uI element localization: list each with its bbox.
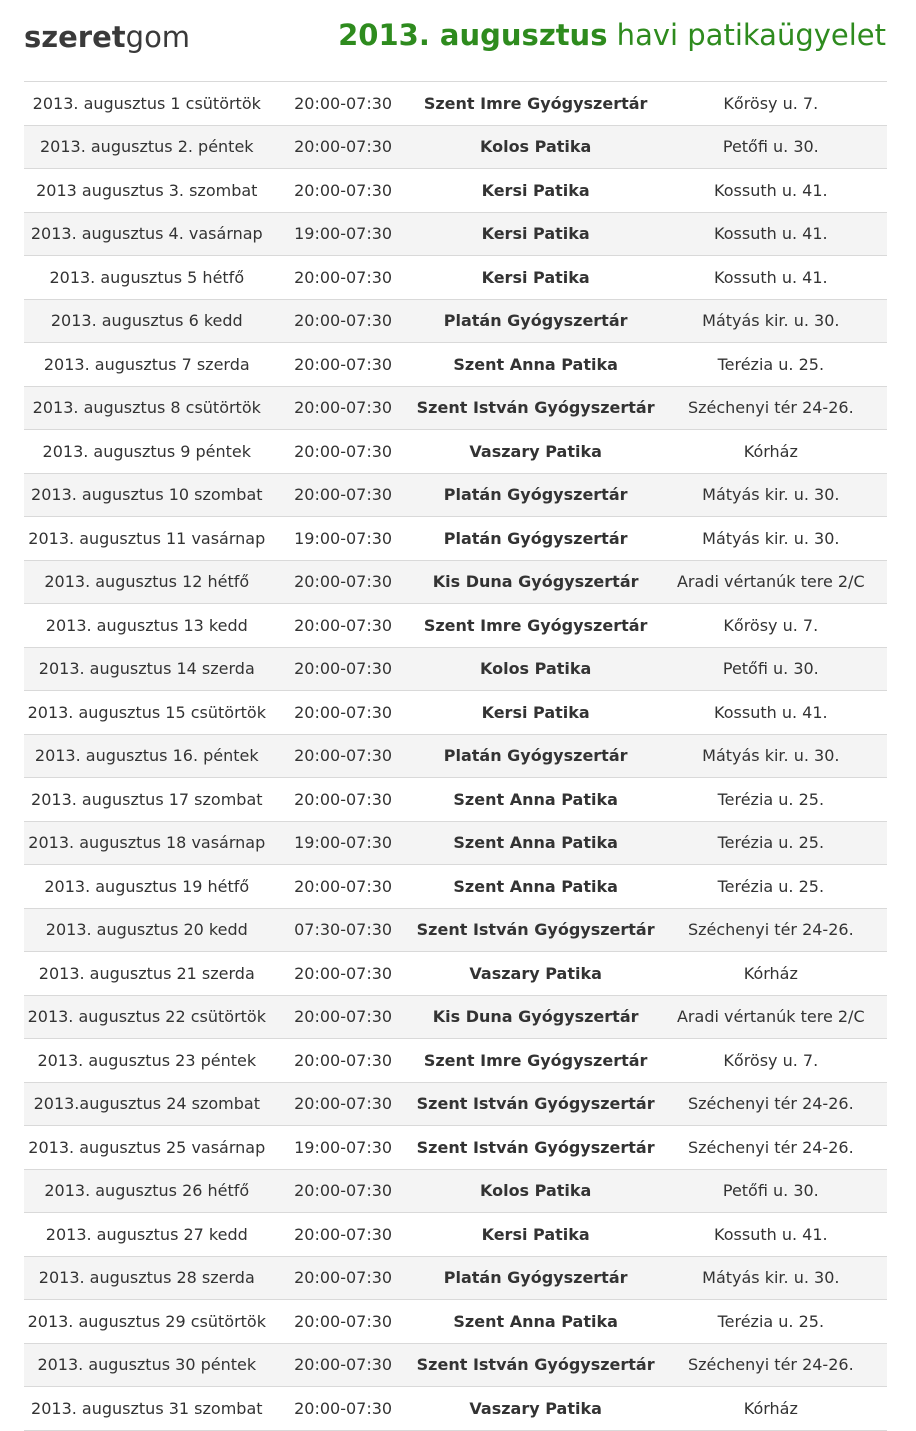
table-row [24, 995, 887, 1039]
address-cell: Kossuth u. 41. [655, 169, 887, 213]
date-cell: 2013. augusztus 29 csütörtök [24, 1300, 270, 1344]
pharmacy-name-cell: Kersi Patika [417, 256, 655, 300]
pharmacy-name-cell: Szent István Gyógyszertár [417, 1082, 655, 1126]
pharmacy-name-cell: Kersi Patika [417, 1213, 655, 1257]
table-row [24, 1082, 887, 1126]
table-row [24, 473, 887, 517]
pharmacy-name-cell: Kis Duna Gyógyszertár [417, 995, 655, 1039]
site-logo[interactable] [24, 20, 190, 54]
time-cell: 20:00-07:30 [270, 604, 417, 648]
pharmacy-duty-table [24, 81, 887, 1431]
date-cell: 2013. augusztus 28 szerda [24, 1256, 270, 1300]
time-cell: 19:00-07:30 [270, 1126, 417, 1170]
pharmacy-name-cell: Szent Anna Patika [417, 821, 655, 865]
pharmacy-name-cell: Kersi Patika [417, 212, 655, 256]
date-cell: 2013. augusztus 22 csütörtök [24, 995, 270, 1039]
pharmacy-name-cell: Kersi Patika [417, 691, 655, 735]
date-cell: 2013. augusztus 26 hétfő [24, 1169, 270, 1213]
pharmacy-name-cell: Platán Gyógyszertár [417, 517, 655, 561]
pharmacy-name-cell: Szent Imre Gyógyszertár [417, 604, 655, 648]
address-cell: Terézia u. 25. [655, 778, 887, 822]
date-cell: 2013. augusztus 18 vasárnap [24, 821, 270, 865]
pharmacy-name-cell: Platán Gyógyszertár [417, 473, 655, 517]
time-cell: 20:00-07:30 [270, 995, 417, 1039]
table-row [24, 1300, 887, 1344]
address-cell: Kossuth u. 41. [655, 1213, 887, 1257]
pharmacy-name-cell: Szent Anna Patika [417, 778, 655, 822]
pharmacy-name-cell: Szent István Gyógyszertár [417, 386, 655, 430]
pharmacy-name-cell: Szent Anna Patika [417, 1300, 655, 1344]
table-row [24, 1126, 887, 1170]
table-row [24, 1169, 887, 1213]
pharmacy-name-cell: Szent Imre Gyógyszertár [417, 1039, 655, 1083]
table-row [24, 908, 887, 952]
table-row [24, 1039, 887, 1083]
date-cell: 2013. augusztus 12 hétfő [24, 560, 270, 604]
address-cell: Kórház [655, 1387, 887, 1431]
pharmacy-name-cell: Vaszary Patika [417, 952, 655, 996]
date-cell: 2013. augusztus 1 csütörtök [24, 82, 270, 126]
address-cell: Széchenyi tér 24-26. [655, 908, 887, 952]
address-cell: Kossuth u. 41. [655, 212, 887, 256]
time-cell: 20:00-07:30 [270, 125, 417, 169]
time-cell: 20:00-07:30 [270, 1039, 417, 1083]
pharmacy-name-cell: Szent Anna Patika [417, 865, 655, 909]
address-cell: Kőrösy u. 7. [655, 82, 887, 126]
time-cell: 20:00-07:30 [270, 1213, 417, 1257]
address-cell: Aradi vértanúk tere 2/C [655, 995, 887, 1039]
date-cell: 2013. augusztus 7 szerda [24, 343, 270, 387]
time-cell: 20:00-07:30 [270, 647, 417, 691]
time-cell: 19:00-07:30 [270, 212, 417, 256]
pharmacy-name-cell: Kolos Patika [417, 1169, 655, 1213]
date-cell: 2013. augusztus 4. vasárnap [24, 212, 270, 256]
date-cell: 2013. augusztus 15 csütörtök [24, 691, 270, 735]
table-row [24, 343, 887, 387]
logo-bold-part: szeret [24, 20, 126, 54]
table-row [24, 1343, 887, 1387]
address-cell: Mátyás kir. u. 30. [655, 1256, 887, 1300]
page-header [24, 0, 886, 80]
date-cell: 2013.augusztus 24 szombat [24, 1082, 270, 1126]
pharmacy-name-cell: Kolos Patika [417, 647, 655, 691]
date-cell: 2013. augusztus 16. péntek [24, 734, 270, 778]
date-cell: 2013. augusztus 14 szerda [24, 647, 270, 691]
pharmacy-name-cell: Platán Gyógyszertár [417, 734, 655, 778]
table-row [24, 560, 887, 604]
time-cell: 19:00-07:30 [270, 517, 417, 561]
table-row [24, 691, 887, 735]
pharmacy-name-cell: Kis Duna Gyógyszertár [417, 560, 655, 604]
title-rest: havi patikaügyelet [607, 18, 886, 52]
date-cell: 2013. augusztus 27 kedd [24, 1213, 270, 1257]
address-cell: Kossuth u. 41. [655, 256, 887, 300]
pharmacy-name-cell: Szent István Gyógyszertár [417, 1126, 655, 1170]
time-cell: 20:00-07:30 [270, 386, 417, 430]
date-cell: 2013. augusztus 31 szombat [24, 1387, 270, 1431]
pharmacy-name-cell: Platán Gyógyszertár [417, 1256, 655, 1300]
date-cell: 2013. augusztus 25 vasárnap [24, 1126, 270, 1170]
title-month: 2013. augusztus [338, 18, 608, 52]
date-cell: 2013. augusztus 11 vasárnap [24, 517, 270, 561]
table-row [24, 386, 887, 430]
address-cell: Mátyás kir. u. 30. [655, 734, 887, 778]
pharmacy-name-cell: Kolos Patika [417, 125, 655, 169]
table-row [24, 778, 887, 822]
address-cell: Terézia u. 25. [655, 821, 887, 865]
date-cell: 2013. augusztus 30 péntek [24, 1343, 270, 1387]
pharmacy-name-cell: Szent Anna Patika [417, 343, 655, 387]
date-cell: 2013. augusztus 8 csütörtök [24, 386, 270, 430]
pharmacy-name-cell: Szent István Gyógyszertár [417, 1343, 655, 1387]
address-cell: Széchenyi tér 24-26. [655, 1343, 887, 1387]
time-cell: 20:00-07:30 [270, 473, 417, 517]
address-cell: Terézia u. 25. [655, 1300, 887, 1344]
address-cell: Terézia u. 25. [655, 343, 887, 387]
table-row [24, 865, 887, 909]
table-row [24, 169, 887, 213]
address-cell: Kőrösy u. 7. [655, 1039, 887, 1083]
pharmacy-name-cell: Platán Gyógyszertár [417, 299, 655, 343]
pharmacy-name-cell: Kersi Patika [417, 169, 655, 213]
time-cell: 20:00-07:30 [270, 1387, 417, 1431]
address-cell: Kórház [655, 430, 887, 474]
logo-light-part: gom [125, 20, 191, 54]
table-row [24, 125, 887, 169]
date-cell: 2013. augusztus 13 kedd [24, 604, 270, 648]
table-row [24, 299, 887, 343]
table-row [24, 517, 887, 561]
address-cell: Mátyás kir. u. 30. [655, 473, 887, 517]
time-cell: 20:00-07:30 [270, 169, 417, 213]
address-cell: Kossuth u. 41. [655, 691, 887, 735]
address-cell: Kőrösy u. 7. [655, 604, 887, 648]
time-cell: 20:00-07:30 [270, 865, 417, 909]
address-cell: Petőfi u. 30. [655, 1169, 887, 1213]
time-cell: 20:00-07:30 [270, 952, 417, 996]
time-cell: 20:00-07:30 [270, 430, 417, 474]
table-row [24, 1213, 887, 1257]
date-cell: 2013. augusztus 6 kedd [24, 299, 270, 343]
table-row [24, 821, 887, 865]
pharmacy-name-cell: Vaszary Patika [417, 430, 655, 474]
time-cell: 20:00-07:30 [270, 734, 417, 778]
time-cell: 20:00-07:30 [270, 778, 417, 822]
date-cell: 2013. augusztus 21 szerda [24, 952, 270, 996]
time-cell: 20:00-07:30 [270, 1343, 417, 1387]
table-row [24, 604, 887, 648]
address-cell: Széchenyi tér 24-26. [655, 1082, 887, 1126]
time-cell: 20:00-07:30 [270, 256, 417, 300]
address-cell: Petőfi u. 30. [655, 125, 887, 169]
address-cell: Mátyás kir. u. 30. [655, 299, 887, 343]
address-cell: Terézia u. 25. [655, 865, 887, 909]
pharmacy-name-cell: Szent Imre Gyógyszertár [417, 82, 655, 126]
date-cell: 2013. augusztus 9 péntek [24, 430, 270, 474]
pharmacy-name-cell: Vaszary Patika [417, 1387, 655, 1431]
table-row [24, 82, 887, 126]
date-cell: 2013. augusztus 20 kedd [24, 908, 270, 952]
table-row [24, 1387, 887, 1431]
table-row [24, 734, 887, 778]
time-cell: 20:00-07:30 [270, 560, 417, 604]
date-cell: 2013. augusztus 10 szombat [24, 473, 270, 517]
date-cell: 2013. augusztus 23 péntek [24, 1039, 270, 1083]
pharmacy-name-cell: Szent István Gyógyszertár [417, 908, 655, 952]
time-cell: 20:00-07:30 [270, 82, 417, 126]
time-cell: 20:00-07:30 [270, 1300, 417, 1344]
time-cell: 07:30-07:30 [270, 908, 417, 952]
table-row [24, 1256, 887, 1300]
table-row [24, 647, 887, 691]
address-cell: Széchenyi tér 24-26. [655, 1126, 887, 1170]
date-cell: 2013. augusztus 19 hétfő [24, 865, 270, 909]
time-cell: 20:00-07:30 [270, 343, 417, 387]
address-cell: Kórház [655, 952, 887, 996]
time-cell: 19:00-07:30 [270, 821, 417, 865]
date-cell: 2013. augusztus 17 szombat [24, 778, 270, 822]
date-cell: 2013 augusztus 3. szombat [24, 169, 270, 213]
date-cell: 2013. augusztus 5 hétfő [24, 256, 270, 300]
address-cell: Aradi vértanúk tere 2/C [655, 560, 887, 604]
time-cell: 20:00-07:30 [270, 299, 417, 343]
table-row [24, 430, 887, 474]
table-row [24, 952, 887, 996]
table-body [24, 82, 887, 1431]
address-cell: Széchenyi tér 24-26. [655, 386, 887, 430]
time-cell: 20:00-07:30 [270, 1256, 417, 1300]
table-row [24, 256, 887, 300]
table-row [24, 212, 887, 256]
address-cell: Mátyás kir. u. 30. [655, 517, 887, 561]
date-cell: 2013. augusztus 2. péntek [24, 125, 270, 169]
time-cell: 20:00-07:30 [270, 1082, 417, 1126]
address-cell: Petőfi u. 30. [655, 647, 887, 691]
time-cell: 20:00-07:30 [270, 1169, 417, 1213]
time-cell: 20:00-07:30 [270, 691, 417, 735]
page-title [338, 18, 886, 52]
